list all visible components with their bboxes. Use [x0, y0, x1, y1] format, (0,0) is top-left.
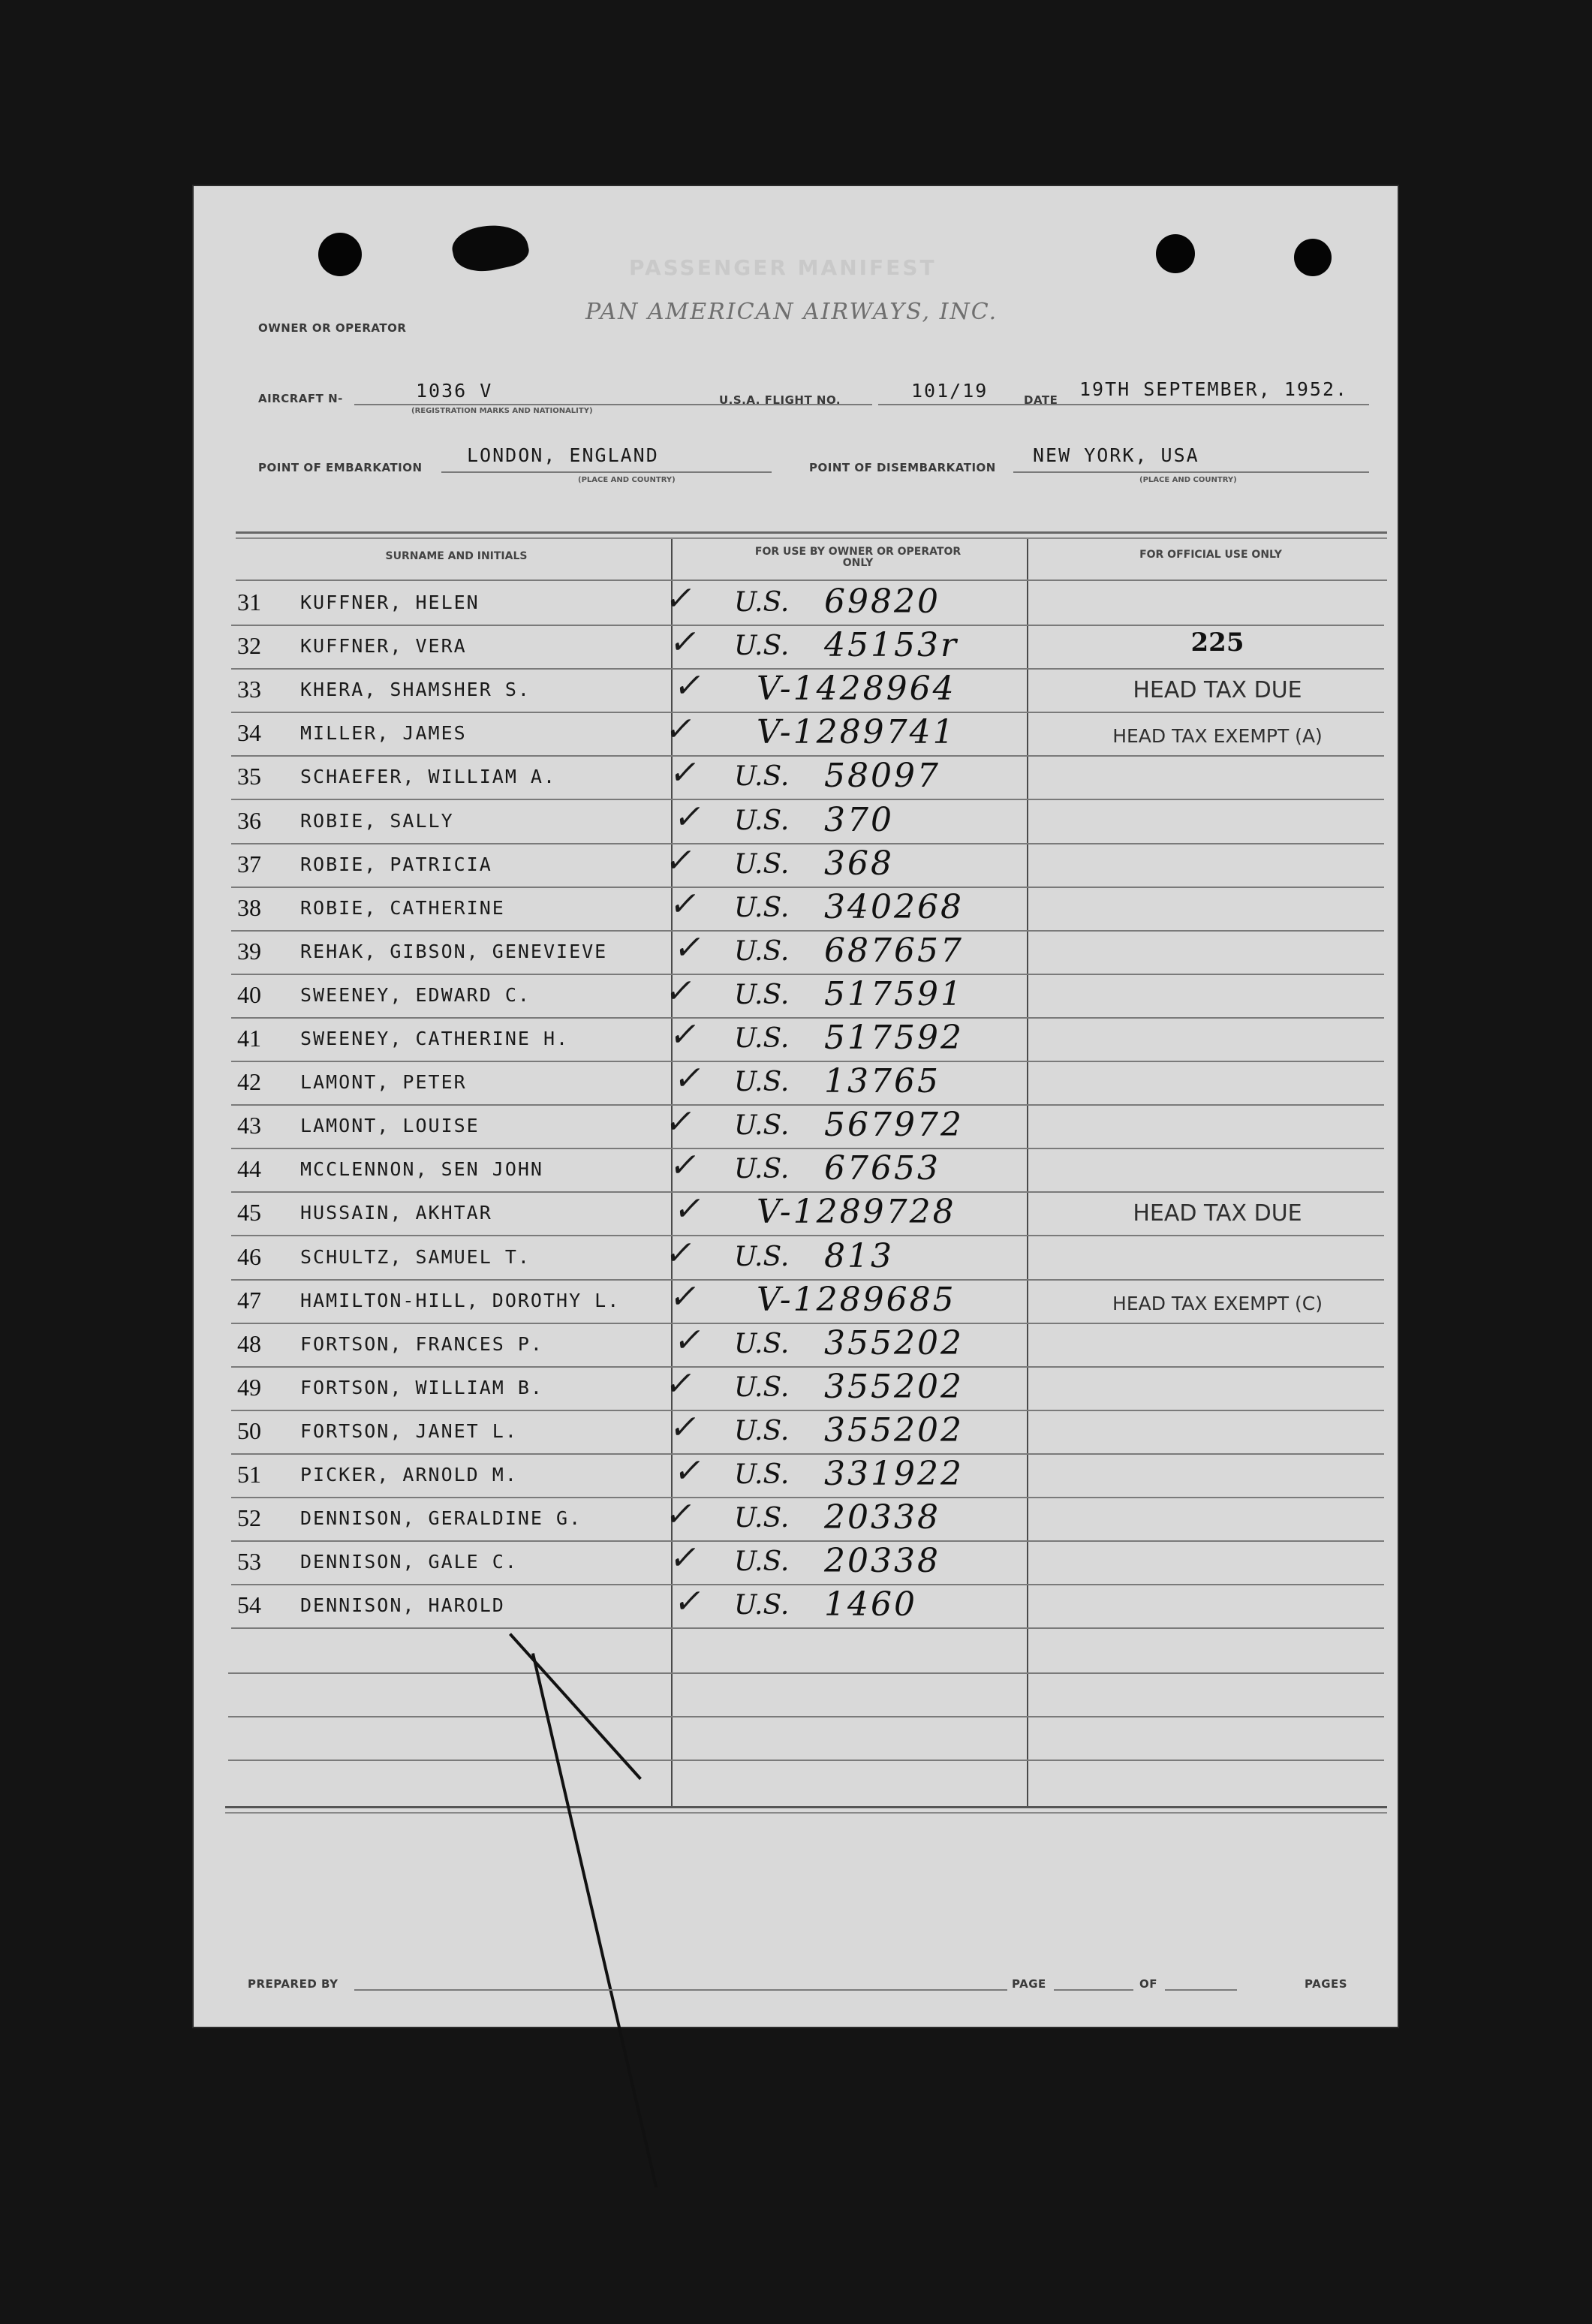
- document-number: 1460: [824, 1585, 917, 1624]
- passenger-name: LAMONT, LOUISE: [300, 1115, 480, 1137]
- passenger-row: [231, 667, 1384, 713]
- nationality-prefix: U.S.: [734, 1241, 790, 1272]
- passenger-name: LAMONT, PETER: [300, 1071, 467, 1094]
- nationality-prefix: U.S.: [734, 1415, 790, 1446]
- passenger-name: MILLER, JAMES: [300, 722, 467, 745]
- official-use-note: HEAD TAX EXEMPT (C): [1112, 1292, 1323, 1314]
- passenger-name: SCHAEFER, WILLIAM A.: [300, 766, 557, 788]
- nationality-prefix: U.S.: [734, 1590, 790, 1621]
- passenger-name: FORTSON, FRANCES P.: [300, 1332, 543, 1355]
- row-number: 51: [237, 1461, 261, 1488]
- document-number: 340268: [824, 887, 964, 926]
- aircraft-label: AIRCRAFT N-: [258, 392, 343, 405]
- date-value: 19TH SEPTEMBER, 1952.: [1079, 378, 1349, 400]
- document-number: 368: [824, 844, 894, 883]
- document-number: 58097: [824, 757, 940, 796]
- document-number: 813: [824, 1236, 894, 1275]
- check-mark-icon: ✓: [671, 1320, 708, 1359]
- blank-row-line: [228, 1760, 1384, 1761]
- check-mark-icon: ✓: [667, 754, 703, 793]
- row-number: 31: [237, 589, 261, 616]
- prepared-by-label: PREPARED BY: [248, 1977, 339, 1991]
- check-mark-icon: ✓: [662, 579, 699, 618]
- nationality-prefix: U.S.: [734, 761, 790, 793]
- flight-label: U.S.A. FLIGHT NO.: [719, 393, 841, 407]
- passenger-name: HUSSAIN, AKHTAR: [300, 1202, 492, 1224]
- passenger-row: [231, 841, 1384, 888]
- document-number: 517592: [824, 1019, 964, 1057]
- nationality-prefix: U.S.: [734, 631, 790, 662]
- column-header-surname: SURNAME AND INITIALS: [385, 550, 528, 562]
- passenger-row: [231, 1190, 1384, 1236]
- nationality-prefix: U.S.: [734, 1023, 790, 1054]
- row-number: 48: [237, 1329, 261, 1357]
- document-number: 331922: [824, 1455, 964, 1493]
- company-name: PAN AMERICAN AIRWAYS, INC.: [585, 299, 998, 325]
- document-number: 517591: [824, 974, 964, 1013]
- row-number: 52: [237, 1504, 261, 1532]
- passenger-name: SWEENEY, CATHERINE H.: [300, 1028, 570, 1049]
- blank-row-line: [228, 1672, 1384, 1674]
- nationality-prefix: U.S.: [734, 805, 790, 836]
- passenger-row: [231, 1582, 1384, 1629]
- check-mark-icon: ✓: [671, 1190, 708, 1229]
- document-number: 355202: [824, 1323, 964, 1362]
- document-number: 20338: [824, 1542, 940, 1581]
- embarkation-label: POINT OF EMBARKATION: [258, 461, 423, 474]
- punch-hole: [318, 233, 362, 276]
- aircraft-sublabel: (REGISTRATION MARKS AND NATIONALITY): [411, 407, 593, 415]
- passenger-name: PICKER, ARNOLD M.: [300, 1464, 518, 1486]
- cancel-stroke: [531, 1653, 658, 2187]
- row-number: 40: [237, 980, 261, 1008]
- nationality-prefix: U.S.: [734, 1154, 790, 1185]
- check-mark-icon: ✓: [662, 1233, 699, 1272]
- passenger-row: [231, 1233, 1384, 1281]
- check-mark-icon: ✓: [662, 971, 699, 1010]
- of-label: OF: [1139, 1977, 1157, 1991]
- disembarkation-label: POINT OF DISEMBARKATION: [809, 461, 996, 474]
- date-label: DATE: [1024, 393, 1058, 407]
- document-number: 687657: [824, 931, 964, 970]
- passenger-row: [231, 1495, 1384, 1542]
- passenger-row: [231, 884, 1384, 932]
- nationality-prefix: U.S.: [734, 1328, 790, 1359]
- nationality-prefix: U.S.: [734, 1371, 790, 1403]
- check-mark-icon: ✓: [671, 1582, 708, 1621]
- passenger-row: [231, 579, 1384, 626]
- punch-hole: [1294, 239, 1332, 276]
- row-number: 34: [237, 719, 261, 747]
- passenger-row: [231, 971, 1384, 1019]
- passenger-name: ROBIE, CATHERINE: [300, 896, 505, 919]
- passenger-name: DENNISON, GERALDINE G.: [300, 1507, 582, 1530]
- passenger-row: [231, 710, 1384, 757]
- nationality-prefix: U.S.: [734, 1459, 790, 1490]
- document-number: 355202: [824, 1367, 964, 1406]
- nationality-prefix: U.S.: [734, 935, 790, 967]
- document-number: 567972: [824, 1106, 964, 1145]
- document-number: 20338: [824, 1498, 940, 1537]
- passenger-row: [231, 1320, 1384, 1368]
- nationality-prefix: U.S.: [734, 1546, 790, 1578]
- document-number: 13765: [824, 1062, 940, 1101]
- passenger-row: [231, 1277, 1384, 1324]
- document-number: 67653: [824, 1149, 940, 1188]
- row-number: 36: [237, 806, 261, 834]
- check-mark-icon: ✓: [667, 884, 703, 923]
- owner-label: OWNER OR OPERATOR: [258, 321, 407, 335]
- passenger-name: FORTSON, JANET L.: [300, 1419, 518, 1442]
- document-number: V-1289728: [757, 1193, 956, 1232]
- row-number: 46: [237, 1242, 261, 1270]
- passenger-row: [231, 1539, 1384, 1585]
- passenger-row: [231, 1407, 1384, 1455]
- document-number: 355202: [824, 1410, 964, 1449]
- nationality-prefix: U.S.: [734, 1503, 790, 1534]
- passenger-row: [231, 754, 1384, 800]
- disembarkation-sublabel: (PLACE AND COUNTRY): [1139, 476, 1237, 484]
- passenger-row: [231, 1103, 1384, 1149]
- check-mark-icon: ✓: [671, 1059, 708, 1098]
- row-number: 53: [237, 1548, 261, 1576]
- passenger-row: [231, 797, 1384, 844]
- row-number: 41: [237, 1025, 261, 1052]
- document-number: 69820: [824, 583, 940, 621]
- passenger-name: SWEENEY, EDWARD C.: [300, 983, 531, 1006]
- embarkation-value: LONDON, ENGLAND: [467, 444, 659, 466]
- passenger-name: ROBIE, SALLY: [300, 809, 454, 832]
- row-number: 54: [237, 1591, 261, 1619]
- check-mark-icon: ✓: [667, 1016, 703, 1054]
- punch-hole: [1156, 234, 1195, 273]
- passenger-name: ROBIE, PATRICIA: [300, 853, 492, 875]
- check-mark-icon: ✓: [667, 1539, 703, 1578]
- passenger-row: [231, 928, 1384, 975]
- row-number: 44: [237, 1155, 261, 1183]
- row-number: 42: [237, 1068, 261, 1096]
- check-mark-icon: ✓: [671, 667, 708, 706]
- nationality-prefix: U.S.: [734, 979, 790, 1010]
- cancel-stroke: [509, 1633, 642, 1780]
- torn-corner: [449, 218, 531, 277]
- manifest-page: [194, 186, 1398, 2027]
- check-mark-icon: ✓: [671, 1452, 708, 1490]
- check-mark-icon: ✓: [662, 710, 699, 749]
- document-number: 370: [824, 800, 894, 839]
- document-number: V-1289685: [757, 1280, 956, 1319]
- row-number: 38: [237, 893, 261, 921]
- check-mark-icon: ✓: [667, 1277, 703, 1316]
- passenger-name: MCCLENNON, SEN JOHN: [300, 1158, 543, 1181]
- passenger-name: REHAK, GIBSON, GENEVIEVE: [300, 940, 608, 962]
- row-number: 35: [237, 763, 261, 790]
- blank-row-line: [228, 1716, 1384, 1717]
- nationality-prefix: U.S.: [734, 892, 790, 923]
- check-mark-icon: ✓: [667, 1407, 703, 1446]
- disembarkation-value: NEW YORK, USA: [1033, 444, 1199, 466]
- passenger-name: FORTSON, WILLIAM B.: [300, 1376, 543, 1398]
- passenger-row: [231, 1146, 1384, 1193]
- passenger-name: DENNISON, HAROLD: [300, 1594, 505, 1617]
- document-number: V-1428964: [757, 670, 956, 709]
- row-number: 43: [237, 1112, 261, 1139]
- row-number: 49: [237, 1373, 261, 1401]
- row-number: 39: [237, 937, 261, 965]
- document-number: V-1289741: [757, 713, 956, 752]
- page-label: PAGE: [1012, 1977, 1046, 1991]
- official-use-note: HEAD TAX EXEMPT (A): [1112, 725, 1323, 748]
- document-number: 45153r: [824, 626, 959, 665]
- passenger-name: DENNISON, GALE C.: [300, 1551, 518, 1573]
- check-mark-icon: ✓: [662, 1103, 699, 1142]
- nationality-prefix: U.S.: [734, 848, 790, 880]
- passenger-row: [231, 623, 1384, 670]
- passenger-name: KUFFNER, VERA: [300, 635, 467, 658]
- flight-value: 101/19: [911, 380, 989, 402]
- nationality-prefix: U.S.: [734, 587, 790, 618]
- row-number: 37: [237, 850, 261, 878]
- check-mark-icon: ✓: [662, 1495, 699, 1534]
- passenger-row: [231, 1016, 1384, 1062]
- column-header-official-use: FOR OFFICIAL USE ONLY: [1139, 549, 1282, 561]
- official-use-note: 225: [1190, 628, 1244, 658]
- check-mark-icon: ✓: [671, 797, 708, 836]
- passenger-name: KUFFNER, HELEN: [300, 592, 480, 613]
- official-use-note: HEAD TAX DUE: [1133, 677, 1302, 704]
- passenger-row: [231, 1452, 1384, 1498]
- check-mark-icon: ✓: [671, 928, 708, 967]
- row-number: 47: [237, 1286, 261, 1314]
- passenger-name: HAMILTON-HILL, DOROTHY L.: [300, 1289, 621, 1311]
- nationality-prefix: U.S.: [734, 1110, 790, 1142]
- nationality-prefix: U.S.: [734, 1067, 790, 1098]
- aircraft-value: 1036 V: [416, 380, 493, 402]
- passenger-row: [231, 1059, 1384, 1106]
- official-use-note: HEAD TAX DUE: [1133, 1200, 1302, 1227]
- row-number: 32: [237, 632, 261, 660]
- check-mark-icon: ✓: [667, 623, 703, 662]
- passenger-row: [231, 1364, 1384, 1411]
- row-number: 45: [237, 1199, 261, 1227]
- column-header-owner-use: FOR USE BY OWNER OR OPERATOR ONLY: [754, 546, 962, 569]
- check-mark-icon: ✓: [667, 1146, 703, 1185]
- pages-label: PAGES: [1305, 1977, 1348, 1991]
- row-number: 33: [237, 676, 261, 703]
- check-mark-icon: ✓: [662, 841, 699, 880]
- passenger-name: KHERA, SHAMSHER S.: [300, 679, 531, 701]
- row-number: 50: [237, 1416, 261, 1444]
- check-mark-icon: ✓: [662, 1364, 699, 1403]
- form-title: PASSENGER MANIFEST: [629, 255, 937, 280]
- embarkation-sublabel: (PLACE AND COUNTRY): [578, 476, 676, 484]
- passenger-name: SCHULTZ, SAMUEL T.: [300, 1245, 531, 1268]
